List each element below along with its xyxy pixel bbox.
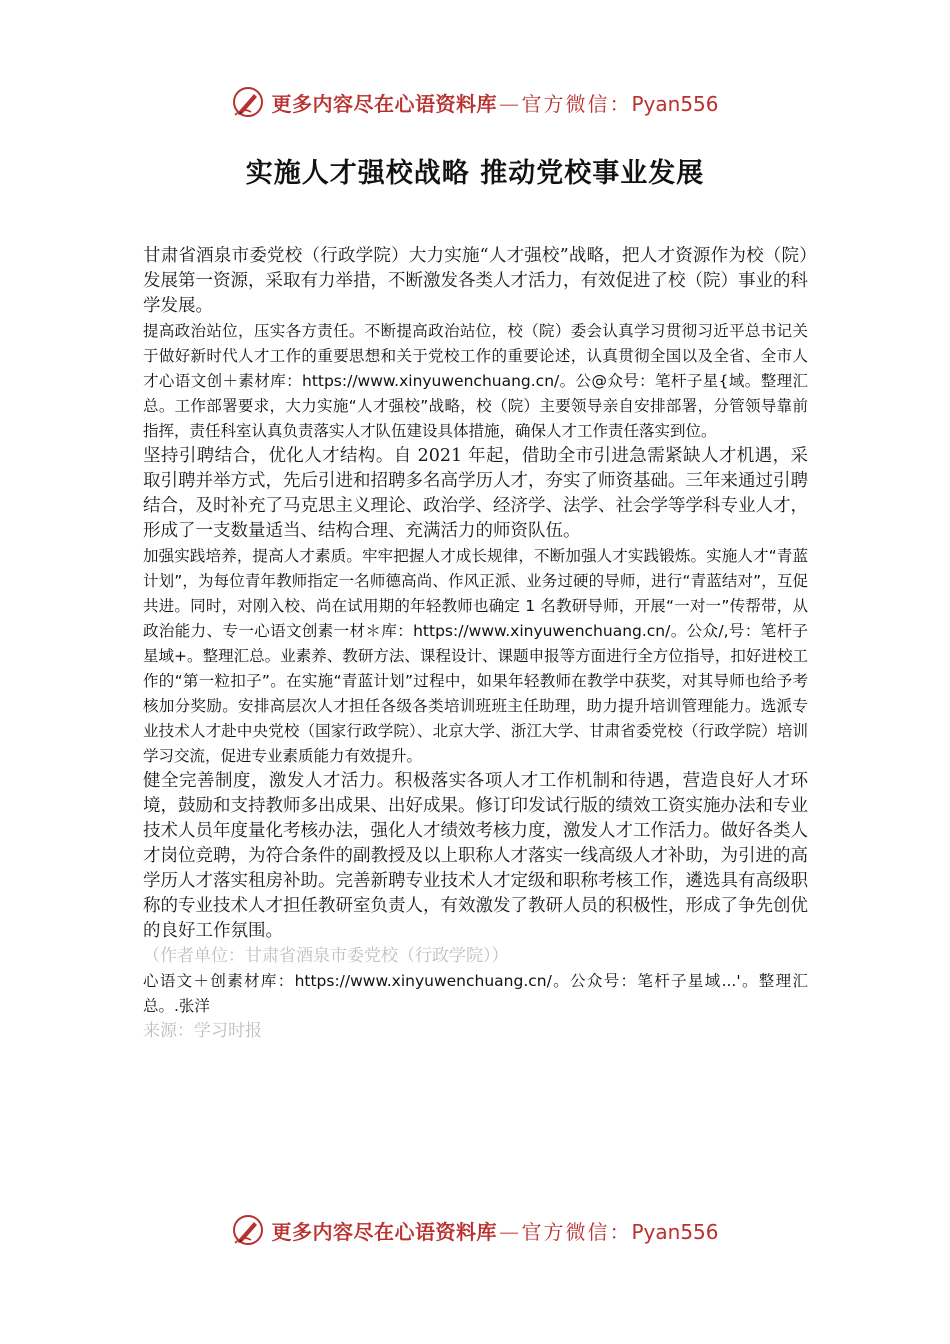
banner-official: 官方微信： bbox=[521, 1219, 632, 1244]
banner-dash: — bbox=[498, 91, 520, 116]
pen-logo-icon bbox=[231, 1213, 265, 1247]
banner-text bbox=[271, 1216, 718, 1245]
article-body bbox=[143, 244, 808, 1044]
watermark-banner-bottom bbox=[0, 1208, 950, 1252]
banner-dash: — bbox=[498, 1219, 520, 1244]
paragraph-recruitment: 坚持引聘结合，优化人才结构。自 2021 年起，借助全市引进急需紧缺人才机遇，采取引聘并举方式，先后引进和招聘多名高学历人才，夯实了师资基础。三年来通过引聘结合，及时补充了马克思主义理论、政治学、经济学、法学、社会学等学科专业人才，形成了一支数量适当、结构合理、充满活力的师资队伍。 bbox=[143, 446, 808, 541]
paragraph-political-stance: 提高政治站位，压实各方责任。不断提高政治站位，校（院）委会认真学习贯彻习近平总书记关于做好新时代人才工作的重要思想和关于党校工作的重要论述，认真贯彻全国以及全省、全市人才心语文创＋素材库：https://www.xinyuwenchuang.cn/。公@众号：笔杆子星{域。整理汇总。工作部署要求，大力实施“人才强校”战略，校（院）主要领导亲自安排部署，分管领导靠前指挥，责任科室认真负责落实人才队伍建设具体措施，确保人才工作责任落实到位。 bbox=[143, 322, 808, 440]
banner-brand: 更多内容尽在心语资料库 bbox=[271, 1219, 497, 1244]
paragraph-practice-training: 加强实践培养，提高人才素质。牢牢把握人才成长规律，不断加强人才实践锻炼。实施人才“青蓝计划”，为每位青年教师指定一名师德高尚、作风正派、业务过硬的导师，进行“青蓝结对”，互促共进。同时，对刚入校、尚在试用期的年轻教师也确定 1 名教研导师，开展“一对一”传帮带，从政治能力、专一心语文创素一材＊库：https://www.xinyuwenchuang.cn/。公众/,号：笔杆子星域+。整理汇总。业素养、教研方法、课程设计、课题申报等方面进行全方位指导，扣好进校工作的“第一粒扣子”。在实施“青蓝计划”过程中，如果年轻教师在教学中获奖，对其导师也给予考核加分奖励。安排高层次人才担任各级各类培训班班主任助理，助力提升培训管理能力。选派专业技术人才赴中央党校（国家行政学院）、北京大学、浙江大学、甘肃省委党校（行政学院）培训学习交流，促进专业素质能力有效提升。 bbox=[143, 547, 808, 765]
source-line: 来源：学习时报 bbox=[143, 1021, 262, 1041]
page-title: 实施人才强校战略 推动党校事业发展 bbox=[245, 158, 705, 189]
author-unit: （作者单位：甘肃省酒泉市委党校（行政学院）） bbox=[143, 946, 509, 966]
watermark-line: 心语文＋创素材库：https://www.xinyuwenchuang.cn/。公众号：笔杆子星域...'。整理汇总。.张洋 bbox=[143, 972, 808, 1015]
watermark-banner-top bbox=[0, 80, 950, 124]
banner-official: 官方微信： bbox=[521, 91, 632, 116]
pen-logo-icon bbox=[231, 85, 265, 119]
banner-handle: Pyan556 bbox=[631, 91, 719, 116]
banner-handle: Pyan556 bbox=[631, 1219, 719, 1244]
paragraph-intro: 甘肃省酒泉市委党校（行政学院）大力实施“人才强校”战略，把人才资源作为校（院）发展第一资源，采取有力举措，不断激发各类人才活力，有效促进了校（院）事业的科学发展。 bbox=[143, 246, 808, 316]
paragraph-system-improvement: 健全完善制度，激发人才活力。积极落实各项人才工作机制和待遇，营造良好人才环境，鼓励和支持教师多出成果、出好成果。修订印发试行版的绩效工资实施办法和专业技术人员年度量化考核办法，强化人才绩效考核力度，激发人才工作活力。做好各类人才岗位竞聘，为符合条件的副教授及以上职称人才落实一线高级人才补助，为引进的高学历人才落实租房补助。完善新聘专业技术人才定级和职称考核工作，遴选具有高级职称的专业技术人才担任教研室负责人，有效激发了教研人员的积极性，形成了争先创优的良好工作氛围。 bbox=[143, 771, 808, 941]
banner-text bbox=[271, 88, 718, 117]
banner-brand: 更多内容尽在心语资料库 bbox=[271, 91, 497, 116]
